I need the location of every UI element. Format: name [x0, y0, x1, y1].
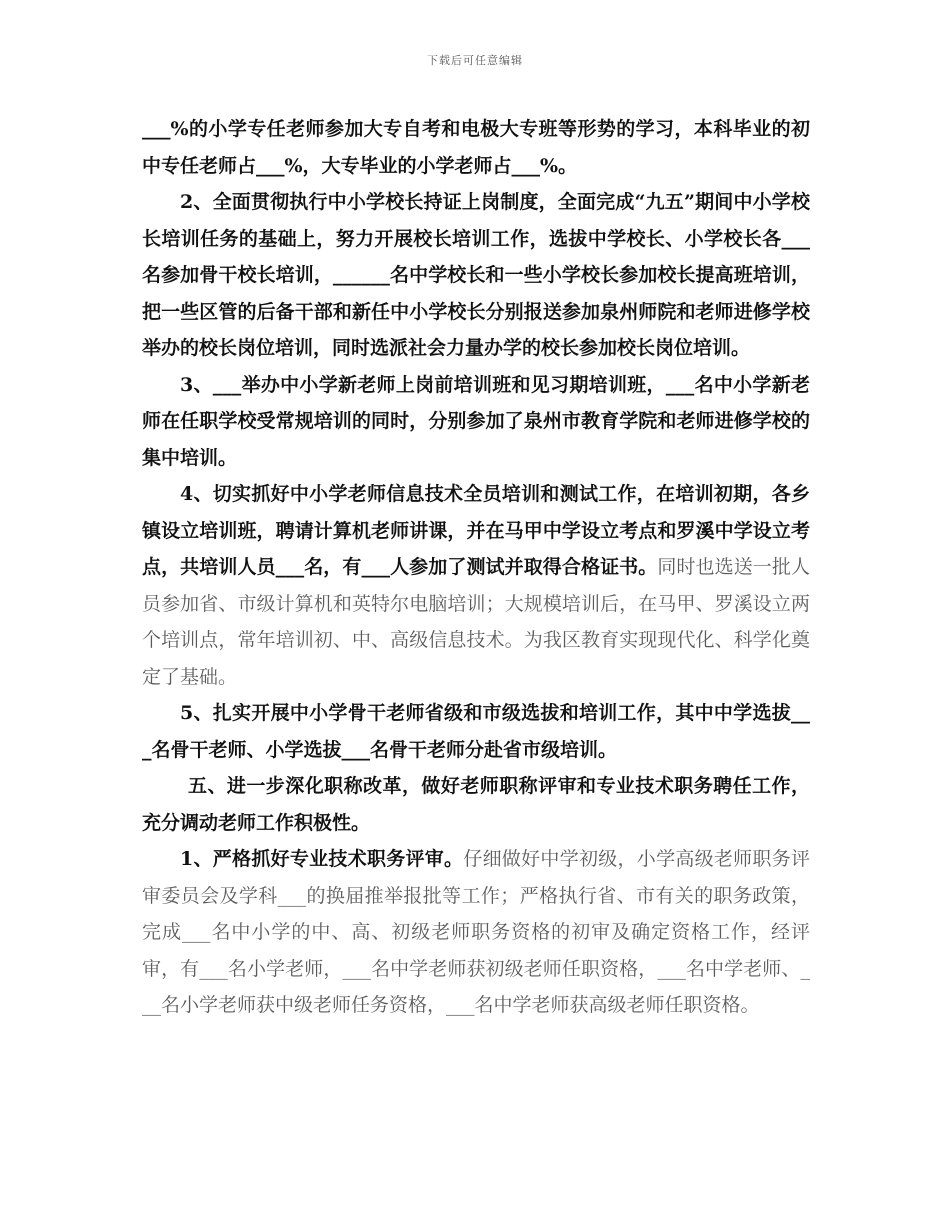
paragraph-new-teacher-training [142, 367, 810, 477]
paragraph-it-training [142, 476, 810, 695]
page-header: 下载后可任意编辑 [427, 54, 523, 67]
paragraph-principal-training [142, 184, 810, 367]
paragraph-continuation [142, 111, 810, 184]
paragraph-bold-text: 4、切实抓好中小学老师信息技术全员培训和测试工作，在培训初期，各乡镇设立培训班，聘请计算机老师讲课，并在马甲中学设立考点和罗溪中学设立考点，共培训人员___名，有___人参加了测试并取得合格证书。 [142, 483, 810, 578]
paragraph-bold-text: 5、扎实开展中小学骨干老师省级和市级选拔和培训工作，其中中学选拔___名骨干老师、小学选拔___名骨干老师分赴省市级培训。 [142, 702, 810, 761]
paragraph-bold-text: 3、___举办中小学新老师上岗前培训班和见习期培训班，___名中小学新老师在任职学校受常规培训的同时，分别参加了泉州市教育学院和老师进修学校的集中培训。 [142, 373, 810, 469]
section-heading-text: 五、进一步深化职称改革，做好老师职称评审和专业技术职务聘任工作，充分调动老师工作积极性。 [142, 775, 810, 834]
paragraph-normal-text: 仔细做好中学初级，小学高级老师职务评审委员会及学科___的换届推举报批等工作；严格执行省、市有关的职务政策，完成___名中小学的中、高、初级老师职务资格的初审及确定资格工作，经评审，有___名小学老师，___名中学老师获初级老师任职资格，___名中学老师、___名小学老师获中级老师任务资格，___名中学老师获高级老师任职资格。 [142, 848, 810, 1016]
paragraph-bold-text: ___%的小学专任老师参加大专自考和电极大专班等形势的学习，本科毕业的初中专任老师占___%，大专毕业的小学老师占___%。 [142, 118, 810, 177]
paragraph-bold-text: 1、严格抓好专业技术职务评审。 [180, 848, 464, 870]
paragraph-title-evaluation [142, 841, 810, 1024]
paragraph-key-teacher-selection [142, 695, 810, 768]
paragraph-bold-text: 2、全面贯彻执行中小学校长持证上岗制度，全面完成“九五”期间中小学校长培训任务的基础上，努力开展校长培训工作，选拔中学校长、小学校长各___名参加骨干校长培训，______名中学校长和一些小学校长参加校长提高班培训，把一些区管的后备干部和新任中小学校长分别报送参加泉州师院和老师进修学校举办的校长岗位培训，同时选派社会力量办学的校长参加校长岗位培训。 [142, 191, 810, 359]
section-heading-title-reform [142, 768, 810, 841]
document-body [142, 111, 810, 1024]
paragraph-normal-text: 同时也选送一批人员参加省、市级计算机和英特尔电脑培训；大规模培训后，在马甲、罗溪设立两个培训点，常年培训初、中、高级信息技术。为我区教育实现现代化、科学化奠定了基础。 [142, 556, 810, 688]
